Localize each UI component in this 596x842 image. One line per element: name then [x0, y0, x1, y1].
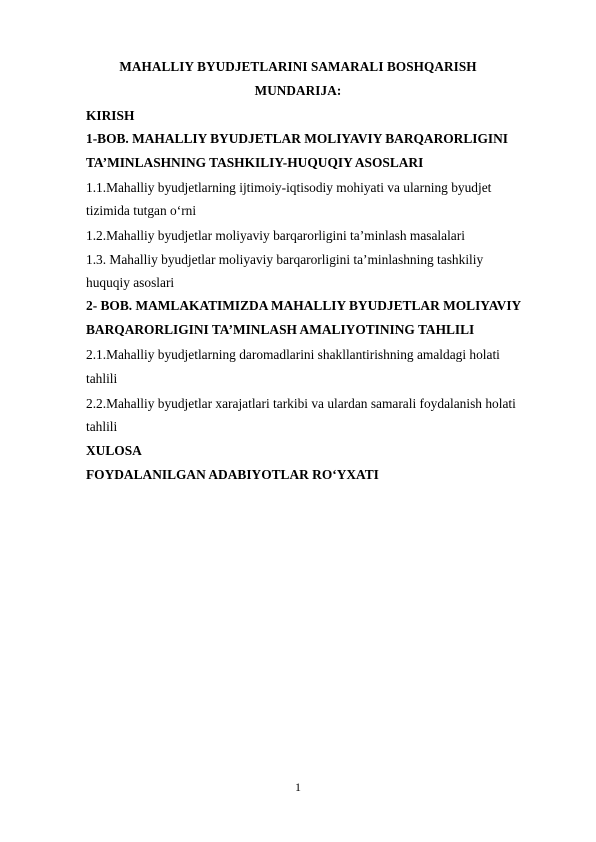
- toc-section-1-2: 1.2.Mahalliy byudjetlar moliyaviy barqarorligini ta’minlash masalalari: [86, 228, 465, 243]
- toc-section-1-1-line-1: 1.1.Mahalliy byudjetlarning ijtimoiy-iqtisodiy mohiyati va ularning byudjet: [86, 180, 492, 195]
- toc-section-1-1-line-2: tizimida tutgan o‘rni: [86, 203, 197, 218]
- toc-section-1-3-line-2: huquqiy asoslari: [86, 275, 175, 290]
- toc-section-1-3-line-1: 1.3. Mahalliy byudjetlar moliyaviy barqarorligini ta’minlashning tashkiliy: [86, 252, 484, 267]
- toc-item-xulosa: XULOSA: [86, 443, 142, 458]
- toc-section-2-1-line-2: tahlili: [86, 371, 118, 386]
- toc-chapter-1-line-2: TA’MINLASHNING TASHKILIY-HUQUQIY ASOSLARI: [86, 155, 424, 170]
- toc-item-references: FOYDALANILGAN ADABIYOTLAR RO‘YXATI: [86, 467, 379, 482]
- toc-chapter-2-line-2: BARQARORLIGINI TA’MINLASH AMALIYOTINING TAHLILI: [86, 322, 475, 337]
- toc-section-2-2-line-1: 2.2.Mahalliy byudjetlar xarajatlari tarkibi va ulardan samarali foydalanish holati: [86, 396, 516, 411]
- document-title: MAHALLIY BYUDJETLARINI SAMARALI BOSHQARISH: [119, 59, 477, 74]
- toc-chapter-2-line-1: 2- BOB. MAMLAKATIMIZDA MAHALLIY BYUDJETLAR MOLIYAVIY: [86, 298, 522, 313]
- toc-section-2-2-line-2: tahlili: [86, 419, 118, 434]
- toc-heading: MUNDARIJA:: [254, 83, 342, 98]
- toc-item-kirish: KIRISH: [86, 108, 135, 123]
- page-number: 1: [295, 780, 301, 794]
- toc-chapter-1-line-1: 1-BOB. MAHALLIY BYUDJETLAR MOLIYAVIY BARQARORLIGINI: [86, 131, 508, 146]
- toc-section-2-1-line-1: 2.1.Mahalliy byudjetlarning daromadlarini shakllantirishning amaldagi holati: [86, 347, 500, 362]
